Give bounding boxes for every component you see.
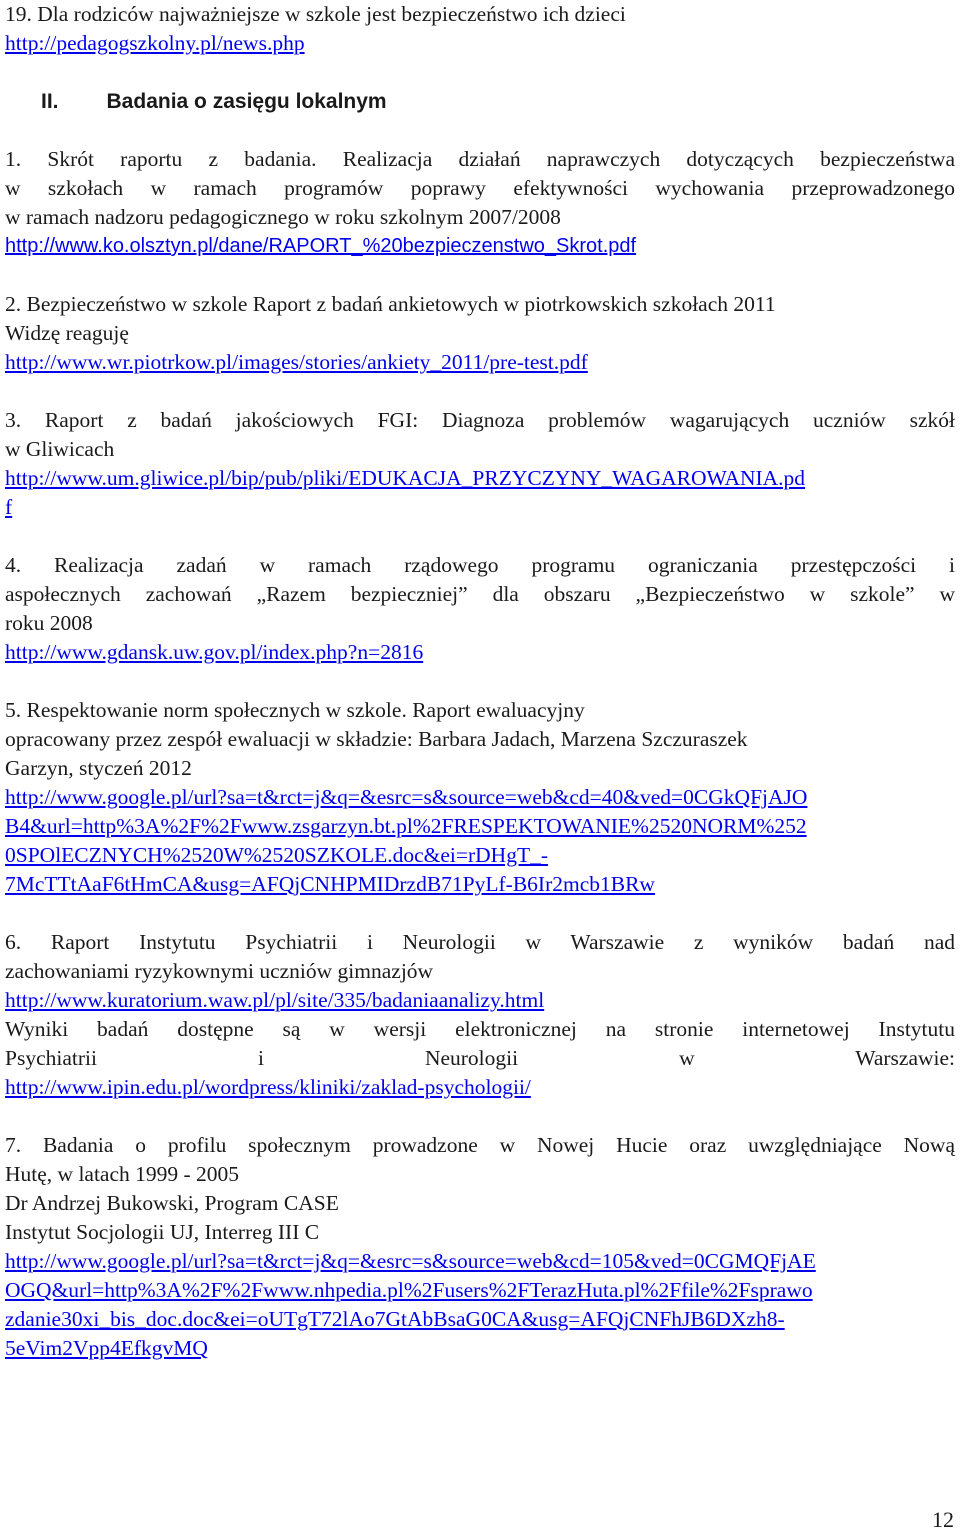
link-ipin[interactable]: http://www.ipin.edu.pl/wordpress/kliniki/zaklad-psychologii/: [5, 1075, 531, 1099]
item-5-line: Garzyn, styczeń 2012: [5, 756, 192, 780]
list-item: [5, 406, 955, 522]
item-6-line: Psychiatrii i Neurologii w Warszawie:: [5, 1046, 955, 1070]
link-gdansk[interactable]: http://www.gdansk.uw.gov.pl/index.php?n=2816: [5, 640, 424, 664]
page-number: 12: [932, 1507, 954, 1532]
item-4-line: aspołecznych zachowań „Razem bezpieczniej” dla obszaru „Bezpieczeństwo w szkole” w: [5, 582, 955, 606]
list-item: [5, 696, 955, 899]
list-item: [5, 1131, 955, 1363]
item-3-line: 3. Raport z badań jakościowych FGI: Diagnoza problemów wagarujących uczniów szkół: [5, 408, 955, 432]
item-2-line: Widzę reaguję: [5, 321, 129, 345]
document-body: [5, 0, 955, 1363]
link-google-nhpedia-cont[interactable]: OGQ&url=http%3A%2F%2Fwww.nhpedia.pl%2Fusers%2FTerazHuta.pl%2Ffile%2Fsprawo: [5, 1278, 813, 1302]
link-google-zsgarzyn-cont[interactable]: B4&url=http%3A%2F%2Fwww.zsgarzyn.bt.pl%2FRESPEKTOWANIE%2520NORM%252: [5, 814, 807, 838]
link-google-nhpedia[interactable]: http://www.google.pl/url?sa=t&rct=j&q=&esrc=s&source=web&cd=105&ved=0CGMQFjAE: [5, 1249, 816, 1273]
list-item: [5, 928, 955, 1102]
item-1-line: w ramach nadzoru pedagogicznego w roku szkolnym 2007/2008: [5, 205, 561, 229]
link-google-zsgarzyn-cont[interactable]: 0SPOlECZNYCH%2520W%2520SZKOLE.doc&ei=rDHgT_-: [5, 843, 549, 867]
item-5-line: opracowany przez zespół ewaluacji w składzie: Barbara Jadach, Marzena Szczuraszek: [5, 727, 748, 751]
list-item: [5, 290, 955, 377]
link-gliwice-wagarowanie[interactable]: http://www.um.gliwice.pl/bip/pub/pliki/EDUKACJA_PRZYCZYNY_WAGAROWANIA.pd: [5, 466, 806, 490]
item-2-line: 2. Bezpieczeństwo w szkole Raport z badań ankietowych w piotrkowskich szkołach 2011: [5, 292, 776, 316]
item-19-text: 19. Dla rodziców najważniejsze w szkole jest bezpieczeństwo ich dzieci: [5, 2, 626, 26]
item-1-line: w szkołach w ramach programów poprawy efektywności wychowania przeprowadzonego: [5, 176, 955, 200]
item-4-line: roku 2008: [5, 611, 93, 635]
item-7-line: Dr Andrzej Bukowski, Program CASE: [5, 1191, 339, 1215]
link-pedagogszkolny[interactable]: http://pedagogszkolny.pl/news.php: [5, 31, 305, 55]
item-7-line: Instytut Socjologii UJ, Interreg III C: [5, 1220, 320, 1244]
link-piotrkow-ankiety[interactable]: http://www.wr.piotrkow.pl/images/stories/ankiety_2011/pre-test.pdf: [5, 350, 588, 374]
item-7-line: 7. Badania o profilu społecznym prowadzone w Nowej Hucie oraz uwzględniające Nową: [5, 1133, 955, 1157]
item-6-line: zachowaniami ryzykownymi uczniów gimnazjów: [5, 959, 434, 983]
item-6-line: Wyniki badań dostępne są w wersji elektronicznej na stronie internetowej Instytutu: [5, 1017, 955, 1041]
item-4-line: 4. Realizacja zadań w ramach rządowego programu ograniczania przestępczości i: [5, 553, 955, 577]
link-google-nhpedia-cont[interactable]: 5eVim2Vpp4EfkgvMQ: [5, 1336, 208, 1360]
item-5-line: 5. Respektowanie norm społecznych w szkole. Raport ewaluacyjny: [5, 698, 585, 722]
list-item: [5, 551, 955, 667]
link-google-nhpedia-cont[interactable]: zdanie30xi_bis_doc.doc&ei=oUTgT72lAo7GtAbBsaG0CA&usg=AFQjCNFhJB6DXzh8-: [5, 1307, 785, 1331]
item-6-line: 6. Raport Instytutu Psychiatrii i Neurologii w Warszawie z wyników badań nad: [5, 930, 955, 954]
item-1-line: 1. Skrót raportu z badania. Realizacja działań naprawczych dotyczących bezpieczeństwa: [5, 147, 955, 171]
section-numeral: II.: [41, 90, 59, 113]
link-google-zsgarzyn-cont[interactable]: 7McTTtAaF6tHmCA&usg=AFQjCNHPMIDrzdB71PyLf-B6Ir2mcb1BRw: [5, 872, 655, 896]
link-olsztyn-raport[interactable]: http://www.ko.olsztyn.pl/dane/RAPORT_%20bezpieczenstwo_Skrot.pdf: [5, 235, 637, 257]
link-kuratorium[interactable]: http://www.kuratorium.waw.pl/pl/site/335/badaniaanalizy.html: [5, 988, 545, 1012]
section-heading: [41, 87, 955, 116]
item-7-line: Hutę, w latach 1999 - 2005: [5, 1162, 240, 1186]
section-title: Badania o zasięgu lokalnym: [106, 90, 387, 113]
list-item: [5, 145, 955, 261]
item-3-line: w Gliwicach: [5, 437, 115, 461]
link-gliwice-wagarowanie-cont[interactable]: f: [5, 495, 13, 519]
link-google-zsgarzyn[interactable]: http://www.google.pl/url?sa=t&rct=j&q=&esrc=s&source=web&cd=40&ved=0CGkQFjAJO: [5, 785, 808, 809]
